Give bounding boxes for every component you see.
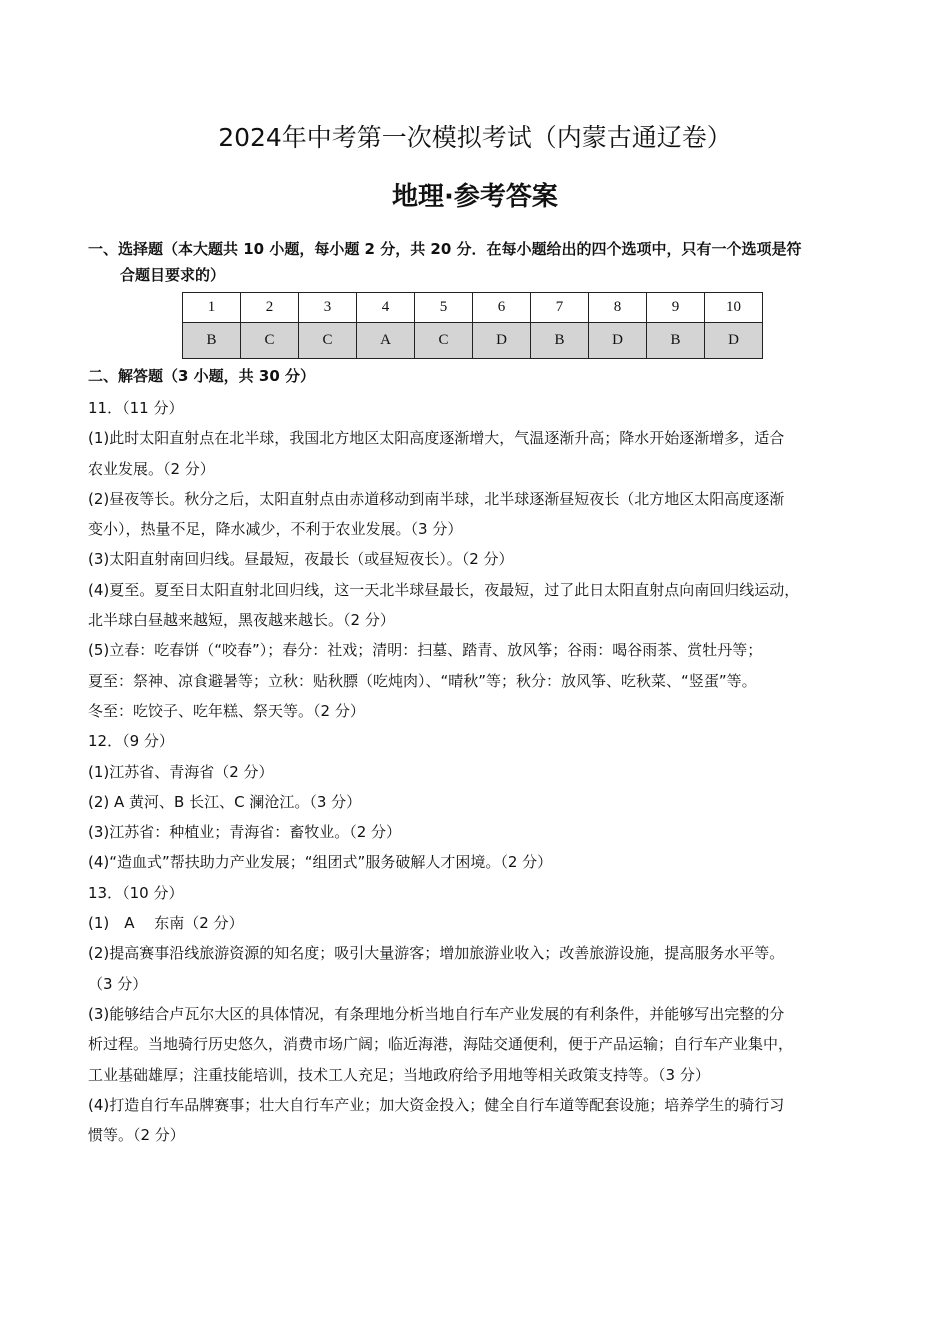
section-choice-heading-line1: 一、选择题（本大题共 10 小题，每小题 2 分，共 20 分．在每小题给出的四个选项中，只有一个选项是符 — [88, 240, 802, 258]
answer-line: 惯等。（2 分） — [88, 1126, 185, 1145]
answer-cell: D — [473, 323, 531, 359]
section-choice-heading — [88, 236, 868, 288]
answer-line: (3)太阳直射南回归线。昼最短，夜最长（或昼短夜长）。（2 分） — [88, 550, 514, 569]
answer-line: (2)提高赛事沿线旅游资源的知名度；吸引大量游客；增加旅游业收入；改善旅游设施，提高服务水平等。 — [88, 944, 785, 963]
question-number: 9 — [647, 293, 705, 323]
answer-line: (1)江苏省、青海省（2 分） — [88, 762, 274, 781]
page-subtitle: 地理·参考答案 — [392, 182, 558, 212]
question-number: 1 — [183, 293, 241, 323]
answer-cell: B — [531, 323, 589, 359]
answer-line: 冬至：吃饺子、吃年糕、祭天等。（2 分） — [88, 701, 365, 720]
answer-line: (5)立春：吃春饼（“咬春”）；春分：社戏；清明：扫墓、踏青、放风筝；谷雨：喝谷雨茶、赏牡丹等； — [88, 641, 763, 660]
answer-cell: D — [705, 323, 763, 359]
question-number: 2 — [241, 293, 299, 323]
answer-line: 13．（10 分） — [88, 883, 184, 902]
section-choice-heading-line2: 合题目要求的） — [120, 266, 226, 284]
answer-table-answer-row — [183, 323, 763, 359]
answer-line: 11．（11 分） — [88, 399, 184, 417]
question-number: 8 — [589, 293, 647, 323]
question-number: 5 — [415, 293, 473, 323]
answer-cell: A — [357, 323, 415, 359]
answer-table-number-row — [183, 293, 763, 323]
answer-line: (4)“造血式”帮扶助力产业发展；“组团式”服务破解人才困境。（2 分） — [88, 853, 553, 872]
question-number: 3 — [299, 293, 357, 323]
answer-line: 变小），热量不足，降水减少，不利于农业发展。（3 分） — [88, 520, 463, 539]
question-number: 7 — [531, 293, 589, 323]
answer-line: 北半球白昼越来越短，黑夜越来越长。（2 分） — [88, 611, 395, 630]
answer-line: (2)昼夜等长。秋分之后，太阳直射点由赤道移动到南半球，北半球逐渐昼短夜长（北方地区太阳高度逐渐 — [88, 489, 785, 508]
answer-line: 12．（9 分） — [88, 732, 174, 751]
question-number: 10 — [705, 293, 763, 323]
answer-line: 析过程。当地骑行历史悠久，消费市场广阔；临近海港，海陆交通便利，便于产品运输；自行车产业集中， — [88, 1035, 794, 1054]
answer-line: 工业基础雄厚；注重技能培训，技术工人充足；当地政府给予用地等相关政策支持等。（3 分） — [88, 1065, 710, 1084]
answer-line: 农业发展。（2 分） — [88, 459, 215, 478]
answer-line: (3)江苏省：种植业；青海省：畜牧业。（2 分） — [88, 823, 402, 842]
answer-table — [182, 292, 763, 359]
section-answer-heading: 二、解答题（3 小题，共 30 分） — [88, 367, 315, 385]
answer-body — [88, 393, 866, 1150]
answer-cell: B — [183, 323, 241, 359]
answer-cell: B — [647, 323, 705, 359]
answer-cell: C — [415, 323, 473, 359]
answer-line: 夏至：祭神、凉食避暑等；立秋：贴秋膘（吃炖肉）、“晴秋”等；秋分：放风筝、吃秋菜、“竖蛋”等。 — [88, 671, 757, 690]
answer-cell: D — [589, 323, 647, 359]
answer-line: (4)打造自行车品牌赛事；壮大自行车产业；加大资金投入；健全自行车道等配套设施；培养学生的骑行习 — [88, 1095, 785, 1114]
question-number: 6 — [473, 293, 531, 323]
answer-line: (2) A 黄河、B 长江、C 澜沧江。（3 分） — [88, 792, 362, 811]
question-number: 4 — [357, 293, 415, 323]
page-title: 2024年中考第一次模拟考试（内蒙古通辽卷） — [218, 123, 732, 152]
answer-cell: C — [299, 323, 357, 359]
answer-line: (3)能够结合卢瓦尔大区的具体情况，有条理地分析当地自行车产业发展的有利条件，并能够写出完整的分 — [88, 1004, 785, 1023]
answer-line: (4)夏至。夏至日太阳直射北回归线，这一天北半球昼最长，夜最短，过了此日太阳直射点向南回归线运动， — [88, 580, 800, 599]
answer-line: (1)此时太阳直射点在北半球，我国北方地区太阳高度逐渐增大，气温逐渐升高；降水开始逐渐增多，适合 — [88, 429, 785, 448]
answer-line: （3 分） — [88, 974, 148, 993]
answer-cell: C — [241, 323, 299, 359]
answer-line: (1) A 东南（2 分） — [88, 914, 244, 933]
